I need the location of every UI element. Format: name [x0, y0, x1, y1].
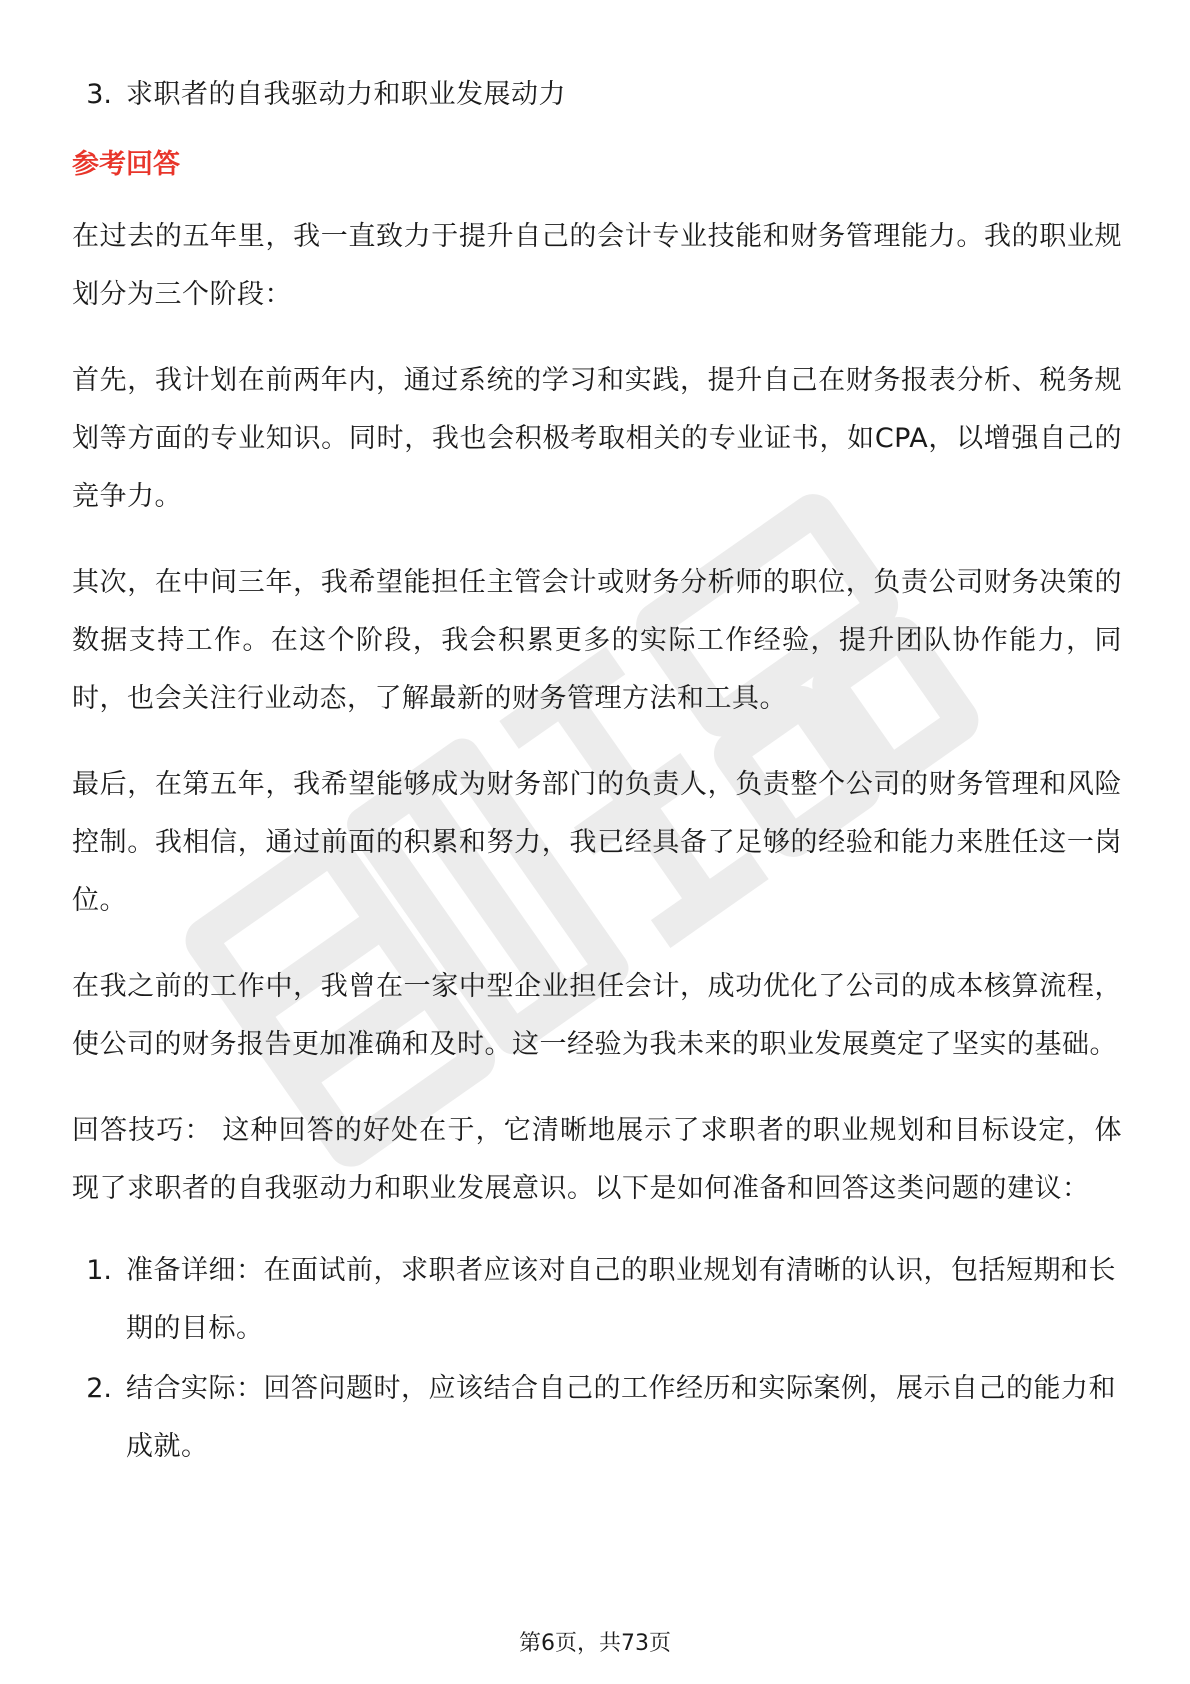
- content-area: [72, 66, 1122, 1478]
- tip-item: [72, 1242, 1122, 1358]
- tip-item: [72, 1360, 1122, 1476]
- tip-number: 2.: [86, 1373, 112, 1404]
- paragraph-tips-intro: 回答技巧： 这种回答的好处在于，它清晰地展示了求职者的职业规划和目标设定，体现了求职者的自我驱动力和职业发展意识。以下是如何准备和回答这类问题的建议：: [72, 1115, 1122, 1204]
- answer-heading: 参考回答: [72, 149, 180, 180]
- paragraph-experience: 在我之前的工作中，我曾在一家中型企业担任会计，成功优化了公司的成本核算流程，使公司的财务报告更加准确和及时。这一经验为我未来的职业发展奠定了坚实的基础。: [72, 971, 1122, 1060]
- tip-number: 1.: [86, 1255, 112, 1286]
- tip-text: 结合实际：回答问题时，应该结合自己的工作经历和实际案例，展示自己的能力和成就。: [126, 1373, 1116, 1462]
- question-item: [72, 66, 1122, 124]
- paragraph-third-stage: 最后，在第五年，我希望能够成为财务部门的负责人，负责整个公司的财务管理和风险控制。我相信，通过前面的积累和努力，我已经具备了足够的经验和能力来胜任这一岗位。: [72, 769, 1122, 916]
- paragraph-intro: 在过去的五年里，我一直致力于提升自己的会计专业技能和财务管理能力。我的职业规划分为三个阶段：: [72, 221, 1122, 310]
- tip-text: 准备详细：在面试前，求职者应该对自己的职业规划有清晰的认识，包括短期和长期的目标。: [126, 1255, 1116, 1344]
- question-number: 3.: [86, 79, 112, 110]
- question-text: 求职者的自我驱动力和职业发展动力: [126, 79, 566, 110]
- page-footer: 第6页，共73页: [519, 1631, 671, 1656]
- paragraph-second-stage: 其次，在中间三年，我希望能担任主管会计或财务分析师的职位，负责公司财务决策的数据支持工作。在这个阶段，我会积累更多的实际工作经验，提升团队协作能力，同时，也会关注行业动态，了解最新的财务管理方法和工具。: [72, 567, 1122, 714]
- paragraph-first-stage: 首先，我计划在前两年内，通过系统的学习和实践，提升自己在财务报表分析、税务规划等方面的专业知识。同时，我也会积极考取相关的专业证书，如CPA，以增强自己的竞争力。: [72, 365, 1122, 512]
